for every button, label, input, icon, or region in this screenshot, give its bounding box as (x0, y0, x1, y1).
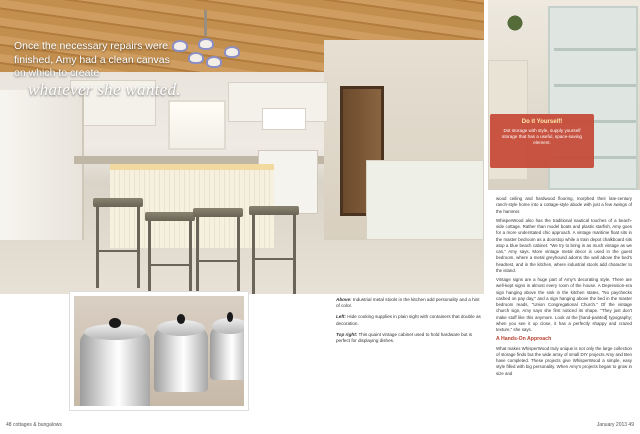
canisters-photo (70, 292, 248, 410)
sugar-canister (154, 328, 208, 392)
diy-text: Dot storage with style, supply yourself storage that has a useful, space-saving element. (502, 128, 582, 146)
flour-canister (80, 332, 150, 410)
paragraph: WhisperWood also has the traditional nautical touches of a beach-side cottage. Rather than model boats and plastic starfish, Amy goes for a more understated chic approach. A vintage maritime float sits in the master bedroom as a doorstop while a train depot chalkboard sits atop a blue beach cabinet. "We try to bring in as much vintage as we can," Amy says. More vintage metal decor is used in the guest bedroom, where a metal greyhound adorns the wall above the bed's headrest, and in the kitchen, where industrial stools add character to the island. (496, 217, 632, 273)
plant (502, 10, 528, 36)
paragraph: Vintage signs are a huge part of Amy's decorating style. There are well-kept signs in almost every room of the house. A Depression-era sign hanging above the sink in the kitchen states, "No paychecks cashed on pay day," and a sign hanging above the bed in the master bedroom reads, "Union Congregational Church." Of the vintage church sign, Amy says she first noticed its shape. "They just don't make stuff like this anymore. Look at the [hand-painted] typography; when you see it up close, it has a perfectly shappy and crazed texture," she says. (496, 277, 632, 332)
microwave (262, 108, 306, 130)
caption-above: Above: Industrial metal stools in the kitchen add personality and a hint of color. (336, 297, 480, 309)
metal-stool (252, 206, 296, 294)
caption-top-right: Top right: This quaint vintage cabinet used to hold hardware but is perfect for displaying dishes. (336, 331, 473, 343)
paragraph: wood ceiling and hardwood flooring, morphed their late-century ranch-style home into a cottage-style abode with just a few swings of the hammer. (496, 196, 632, 214)
caption-left: Left: Hide cooking supplies in plain sight with containers that double as decoration. (336, 314, 481, 326)
metal-stool (96, 198, 140, 288)
metal-stool (196, 208, 240, 294)
section-heading: A Hands-On Approach (496, 336, 552, 343)
diy-title: Do it Yourself! (521, 119, 563, 125)
folio-right: January 2013 49 (596, 422, 634, 428)
article-body (496, 196, 632, 380)
coffee-canister (210, 326, 248, 380)
folio-left: 48 cottages & bungalows (6, 422, 62, 428)
caption-line-2: whatever she wanted. (28, 79, 181, 99)
photo-caption-overlay (14, 40, 184, 100)
caption-line-1: Once the necessary repairs were finished, Amy had a clean canvas on which to create (14, 40, 170, 80)
side-cabinet (366, 160, 484, 240)
photo-captions (336, 297, 482, 349)
metal-stool (148, 212, 192, 294)
diy-callout (490, 114, 594, 168)
kitchen-window (168, 100, 226, 150)
paragraph: What makes WhisperWood truly unique is not only the large collection of storage finds but the wide array of small DIY projects Amy and Ben have completed. These projects give WhisperWood a simple, easy style filled with big personality. When Amy's projects began to grow in size and (496, 345, 632, 376)
refrigerator (0, 90, 84, 240)
